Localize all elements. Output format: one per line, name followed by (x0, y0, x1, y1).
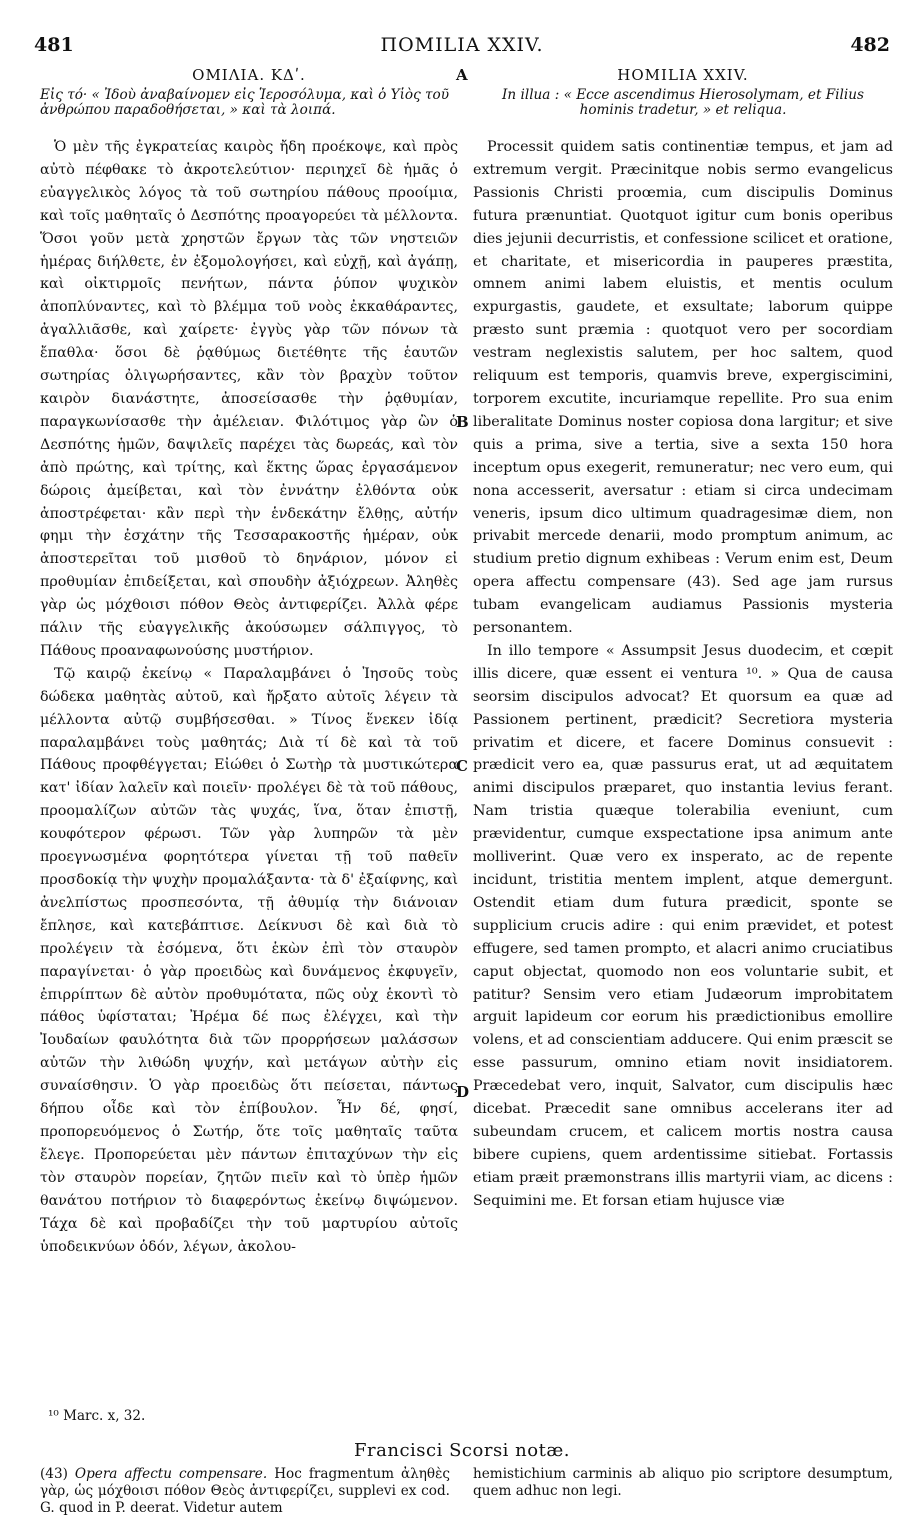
note-left-text: Hoc fragmentum ἀληθὲς γὰρ, ὡς μόχθοισι πόθον Θεὸς ἀντιφερίζει, supplevi ex cod. G. quod in P. deerat. Videtur autem (40, 1466, 451, 1516)
note-lemma: Opera affectu compensare. (74, 1466, 268, 1482)
note-left (40, 1466, 450, 1517)
greek-homily-title: ΟΜΙΛΙΑ. ΚΔʹ. (192, 66, 306, 84)
greek-paragraph-2: Τῷ καιρῷ ἐκείνῳ « Παραλαμβάνει ὁ Ἰησοῦς τοὺς δώδεκα μαθητὰς αὐτοῦ, καὶ ἤρξατο αὐτοῖς λέγειν τὰ μέλλοντα αὐτῷ συμβήσεσθαι. » Τίνος ἕνεκεν ἰδίᾳ παραλαμβάνει τοὺς μαθητάς; Διὰ τί δὲ καὶ τὰ τοῦ Πάθους προφθέγγεται; Εἰώθει ὁ Σωτὴρ τὰ μυστικώτερα κατ' ἰδίαν λαλεῖν καὶ ποιεῖν· προλέγει δὲ τὰ τοῦ πάθους, προομαλίζων αὐτῶν τὰς ψυχάς, ἵνα, ὅταν ἐπιστῇ, κουφότερον φέρωσι. Τῶν γὰρ λυπηρῶν τὰ μὲν προεγνωσμένα φορητότερα γίνεται τῇ τοῦ παθεῖν προσδοκίᾳ τὴν ψυχὴν προμαλάξαντα· τὰ δ' ἐξαίφνης, καὶ ἀνελπίστως προσπεσόντα, τῇ ἀθυμίᾳ τὴν διάνοιαν ἔπλησε, καὶ κατεβάπτισε. Δείκνυσι δὲ καὶ διὰ τὸ προλέγειν τὰ ἐσόμενα, ὅτι ἑκὼν ἐπὶ τὸν σταυρὸν παραγίνεται· ὁ γὰρ προειδὼς καὶ δυνάμενος ἐκφυγεῖν, ἐπιρρίπτων δὲ αὐτὸν προθυμότατα, πῶς οὐχ ἑκοντὶ τὸ πάθος ὑφίσταται; Ἠρέμα δέ πως ἐλέγχει, καὶ τὴν Ἰουδαίων φαυλότητα διὰ τῶν προρρήσεων μαλάσσων αὐτῶν τὴν λιθώδη ψυχήν, καὶ μετάγων αὐτὴν εἰς συναίσθησιν. Ὁ γὰρ προειδὼς ὅτι πείσεται, πάντως δήπου οἶδε καὶ τὸν ἐπίβουλον. Ἦν δέ, φησί, προπορευόμενος ὁ Σωτήρ, ὅτε τοῖς μαθηταῖς ταῦτα ἔλεγε. Προπορεύεται μὲν πάντων ἐπιταχύνων τὴν εἰς τὸν σταυρὸν πορείαν, ζητῶν πιεῖν καὶ τὸ ὑπὲρ ἡμῶν θανάτου ποτήριον τὸ διαφερόντως ἐκείνῳ διψώμενον. Τάχα δὲ καὶ προβαδίζει τὴν τοῦ μαρτυρίου αὐτοῖς ὑποδεικνύων ὁδόν, λέγων, ἀκολου- (40, 665, 458, 1255)
margin-mark-b: B (456, 413, 469, 431)
note-right: hemistichium carminis ab aliquo pio scriptore desumptum, quem adhuc non legi. (473, 1466, 893, 1499)
greek-column (40, 66, 458, 1258)
latin-intro: In illua : « Ecce ascendimus Hierosolymam, et Filius hominis tradetur, » et reliqua. (502, 87, 864, 118)
margin-mark-a: A (456, 66, 468, 84)
greek-intro: Εἰς τό· « Ἰδοὺ ἀναβαίνομεν εἰς Ἱεροσόλυμα, καὶ ὁ Υἱὸς τοῦ ἀνθρώπου παραδοθήσεται, » καὶ τὰ λοιπά. (40, 87, 449, 118)
greek-paragraph-1: Ὁ μὲν τῆς ἐγκρατείας καιρὸς ἤδη προέκοψε, καὶ πρὸς αὐτὸ πέφθακε τὸ ἀκροτελεύτιον· περιηχεῖ δὲ ἡμᾶς ὁ εὐαγγελικὸς λόγος τὰ τοῦ σωτηρίου πάθους προοίμια, καὶ τοῖς μαθηταῖς ὁ Δεσπότης προαγορεύει τὰ μέλλοντα. Ὅσοι γοῦν μετὰ χρηστῶν ἔργων τὰς τῶν νηστειῶν ἡμέρας διήλθετε, ἐν ἐξομολογήσει, καὶ εὐχῇ, καὶ ἀγάπῃ, καὶ οἰκτιρμοῖς πενήτων, πάντα ῥύπον ψυχικὸν ἀποπλύναντες, καὶ τὸ βλέμμα τοῦ νοὸς ἐκκαθάραντες, ἀγαλλιᾶσθε, καὶ χαίρετε· ἐγγὺς γὰρ τῶν πόνων τὰ ἔπαθλα· ὅσοι δὲ ῥᾳθύμως διετέθητε τῆς ἑαυτῶν σωτηρίας ὀλιγωρήσαντες, κἂν τὸν βραχὺν τοῦτον καιρὸν διανάστητε, ἀποσείσασθε τὴν ῥᾳθυμίαν, παραγκωνίσασθε τὴν ἀμέλειαν. Φιλότιμος γὰρ ὢν ὁ Δεσπότης ἡμῶν, δαψιλεῖς παρέχει τὰς δωρεάς, καὶ τὸν ἀπὸ πρώτης, καὶ τρίτης, καὶ ἕκτης ὥρας ἐργασάμενον δώροις ἀμείβεται, καὶ τὸν ἐννάτην ἐλθόντα οὐκ ἀποστρέφεται· κἂν περὶ τὴν ἑνδεκάτην ἔλθῃς, αὐτήν φημι τὴν ἐσχάτην τῆς Τεσσαρακοστῆς ἡμέραν, οὐκ ἀποστερεῖται τοῦ μισθοῦ τὸ δηνάριον, μόνον εἰ προθυμίαν ἐπιδείξεται, καὶ σπουδὴν ἀξιόχρεων. Ἀληθὲς γὰρ ὡς μόχθοισι πόθον Θεὸς ἀντιφερίζει. Ἀλλὰ φέρε πάλιν τῆς εὐαγγελικῆς ἀκούσωμεν σάλπιγγος, τὸ Πάθους προαναφωνούσης μυστήριον. (40, 139, 458, 659)
page-number-left: 481 (34, 34, 74, 56)
margin-mark-c: C (456, 757, 468, 775)
latin-homily-title: ΗΟΜΙLIA XXIV. (617, 66, 749, 84)
notes-title: Francisci Scorsi notæ. (354, 1440, 570, 1461)
footnote: ¹⁰ Marc. x, 32. (48, 1408, 146, 1424)
latin-column (473, 66, 893, 1213)
margin-mark-d: D (456, 1083, 470, 1101)
latin-paragraph-2: In illo tempore « Assumpsit Jesus duodecim, et cœpit illis dicere, quæ essent ei ventura ¹⁰. » Qua de causa seorsim discipulos advocat? Et quorsum ea quæ ad Passionem pertinent, prædicit? Secretiora mysteria privatim et dicere, et facere Dominus consuevit : prædicit vero ea, quæ passurus erat, ut ad æquitatem animi discipulos præparet, quo instantia levius ferant. Nam tristia quæque tolerabilia eveniunt, cum prævidentur, cumque exspectatione ipsa animum ante molliverint. Quæ vero ex insperato, ac de repente incidunt, tristitia mentem implent, atque demergunt. Ostendit etiam dum futura prædicit, sponte se supplicium crucis adire : qui enim prævidet, et potest effugere, sed tamen promptο, et alacri animo cruciatibus caput objectat, quomodo non eos voluntarie subit, et patitur? Sensim vero etiam Judæorum improbitatem arguit lapideum cor eorum his prædictionibus emollire volens, et ad conscientiam adducere. Qui enim præscit se esse passurum, omnino etiam novit insidiatorem. Præcedebat vero, inquit, Salvator, cum discipulis hæc dicebat. Præcedit sane omnibus accelerans iter ad subeundam crucem, et calicem mortis nostra causa bibere cupiens, quem ardentissime sitiebat. Fortassis etiam præit præmonstrans illis martyrii viam, ac dicens : Sequimini me. Et forsan etiam hujusce viæ (473, 642, 893, 1209)
note-number: (43) (40, 1466, 68, 1482)
latin-paragraph-1: Processit quidem satis continentiæ tempus, et jam ad extremum vergit. Præcinitque nobis sermo evangelicus Passionis Christi proœmia, cum discipulis Dominus futura prænuntiat. Quotquot igitur cum bonis operibus dies jejunii decurristis, et confessione scilicet et oratione, et charitate, et misericordia in pauperes præstita, omnem animi labem eluistis, et mentis oculum expurgastis, gaudete, et exsultate; laborum quippe præsto sunt præmia : quotquot vero per socordiam vestram neglexistis salutem, per hoc saltem, quod reliquum est temporis, quamvis breve, expergiscimini, torporem excutite, incuriamque repellite. Pro sua enim liberalitate Dominus noster copiosa dona largitur; et sive quis a prima, sive a tertia, sive a sexta 150 hora inceptum opus exegerit, remuneratur; nec vero eum, qui nona accesserit, aversatur : etiam si circa undecimam veneris, ipsum dico ultimum quadragesimæ diem, non privabit mercede denarii, modo promptum animum, ac studium pretio dignum exhibeas : Verum enim est, Deum opera affectu compensare (43). Sed age jam rursus tubam evangelicam audiamus Passionis mysteria personantem. (473, 139, 893, 637)
running-title: ΠΟΜΙLIA XXIV. (380, 34, 544, 56)
page-number-right: 482 (850, 34, 890, 56)
